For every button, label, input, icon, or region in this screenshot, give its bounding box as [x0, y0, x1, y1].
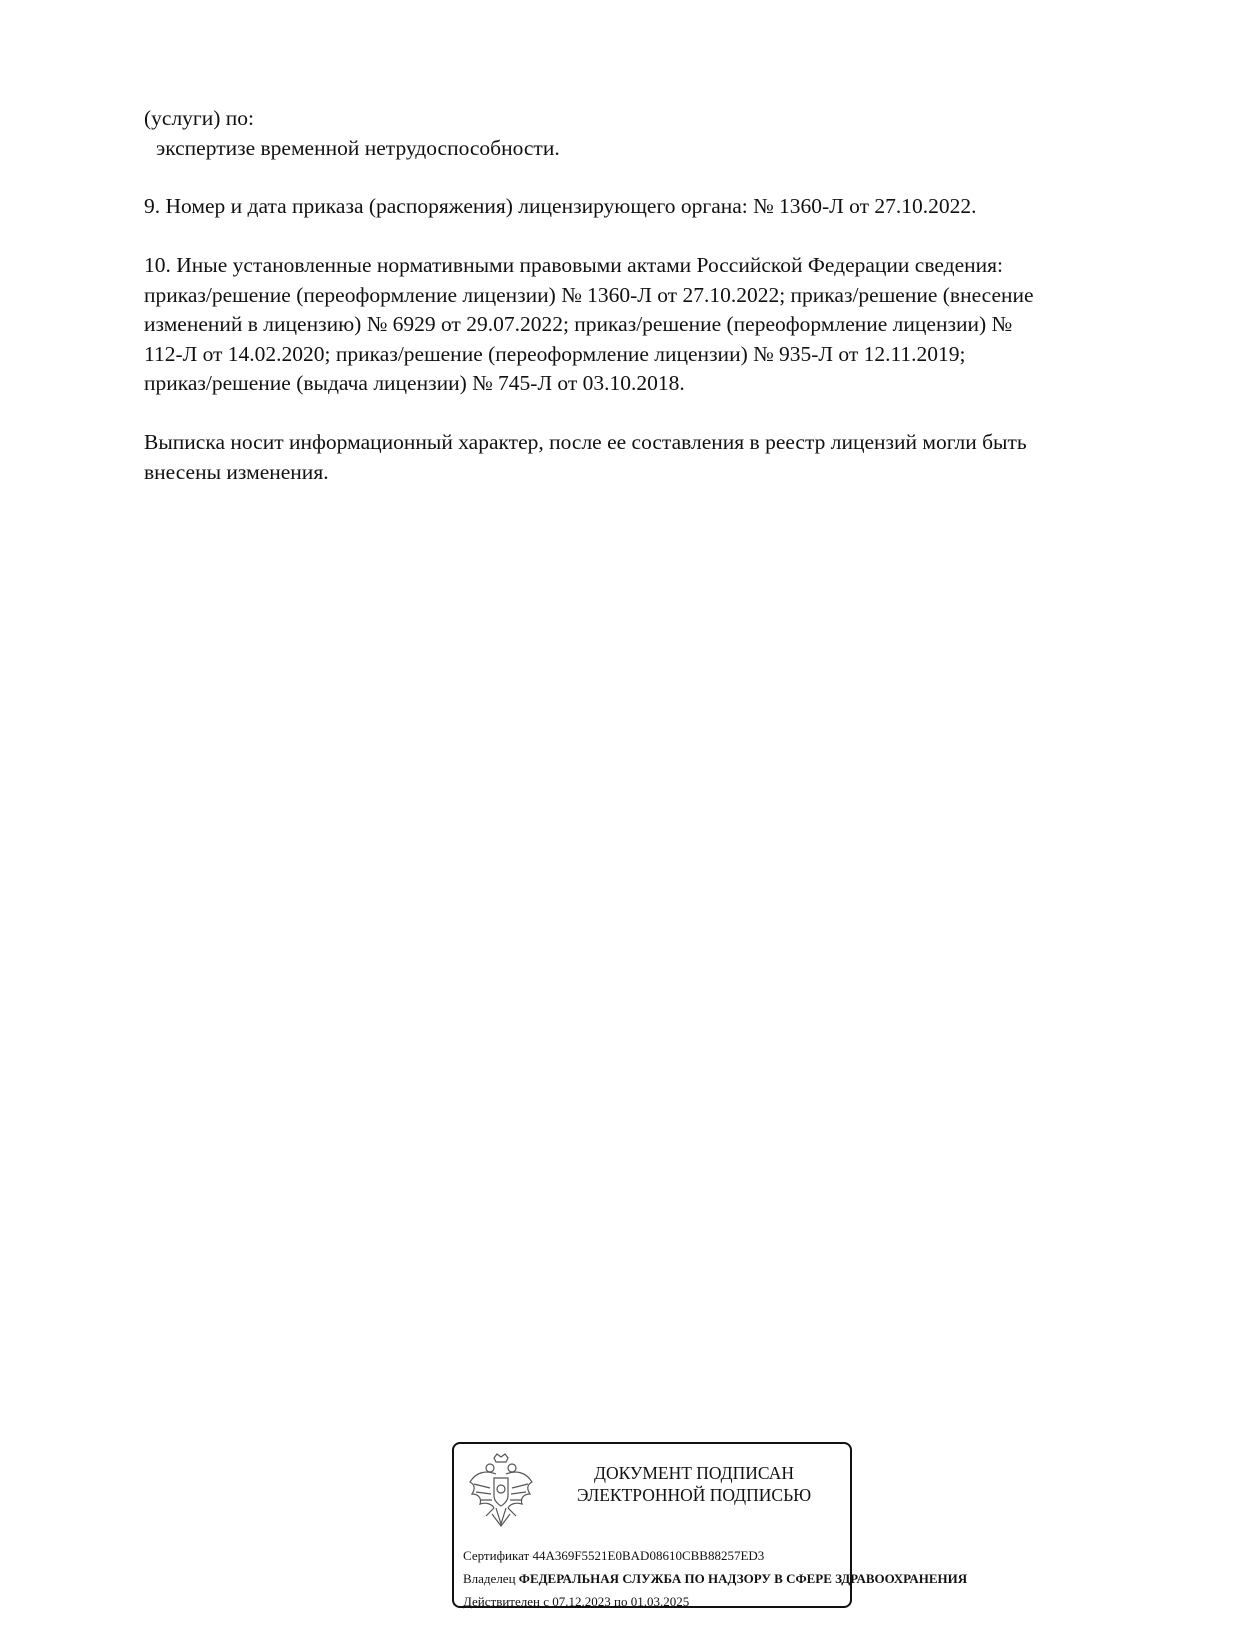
other-info-line: приказ/решение (переоформление лицензии) № 1360-Л от 27.10.2022; приказ/решение (внесение — [144, 282, 1034, 307]
order-number-paragraph — [144, 192, 1144, 222]
owner-value: ФЕДЕРАЛЬНАЯ СЛУЖБА ПО НАДЗОРУ В СФЕРЕ ЗДРАВООХРАНЕНИЯ — [518, 1571, 968, 1586]
signature-stamp — [452, 1442, 968, 1609]
certificate-label: Сертификат — [463, 1548, 530, 1563]
other-info-line: приказ/решение (выдача лицензии) № 745-Л от 03.10.2018. — [144, 371, 685, 395]
disclaimer-line: внесены изменения. — [144, 459, 329, 484]
validity-text: Действителен с 07.12.2023 по 01.03.2025 — [463, 1594, 690, 1609]
stamp-title-line: ЭЛЕКТРОННОЙ ПОДПИСЬЮ — [576, 1485, 812, 1505]
order-number-text: 9. Номер и дата приказа (распоряжения) лицензирующего органа: № 1360-Л от 27.10.2022. — [144, 194, 977, 218]
other-info-paragraph — [144, 251, 1144, 399]
coat-of-arms-icon — [466, 1452, 536, 1532]
stamp-title-line: ДОКУМЕНТ ПОДПИСАН — [594, 1463, 794, 1483]
owner-label: Владелец — [463, 1571, 516, 1586]
services-paragraph — [144, 104, 1144, 163]
stamp-details — [463, 1544, 968, 1613]
certificate-value: 44A369F5521E0BAD08610CBB88257ED3 — [532, 1548, 765, 1563]
services-item: экспертизе временной нетрудоспособности. — [156, 135, 560, 160]
other-info-line: изменений в лицензию) № 6929 от 29.07.2022; приказ/решение (переоформление лицензии) № — [144, 312, 1013, 336]
owner-row — [463, 1567, 968, 1590]
certificate-row — [463, 1544, 863, 1567]
other-info-line: 112-Л от 14.02.2020; приказ/решение (переоформление лицензии) № 935-Л от 12.11.2019; — [144, 341, 966, 366]
validity-row — [463, 1590, 863, 1613]
services-intro: (услуги) по: — [144, 106, 255, 130]
disclaimer-paragraph — [144, 428, 1144, 487]
stamp-title — [544, 1462, 844, 1506]
other-info-line: 10. Иные установленные нормативными правовыми актами Российской Федерации сведения: — [144, 253, 1003, 277]
disclaimer-line: Выписка носит информационный характер, после ее составления в реестр лицензий могли быть — [144, 430, 1027, 454]
